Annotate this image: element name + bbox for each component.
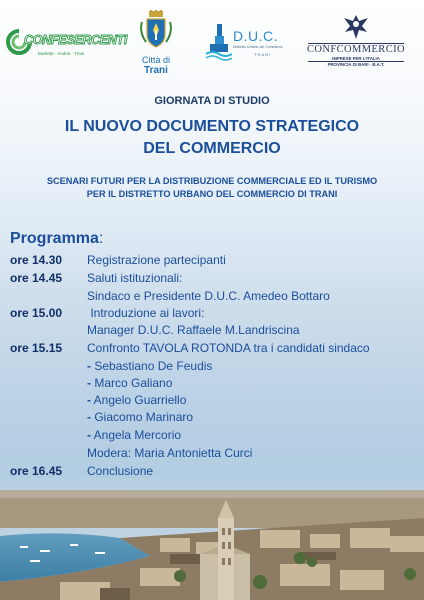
bullet-dash: - (87, 428, 91, 442)
confesercenti-name: CONFESERCENTI (24, 33, 128, 47)
event-subtitle-line2: PER IL DISTRETTO URBANO DEL COMMERCIO DI TRANI (86, 189, 338, 199)
bullet-dash: - (87, 359, 91, 373)
confesercenti-sub: Barletta · Andria · Trani (38, 51, 85, 56)
duc-name: D.U.C. (233, 28, 278, 44)
confcommercio-logo (302, 12, 410, 70)
bullet-dash: - (87, 410, 91, 424)
candidate-name: Sebastiano De Feudis (94, 359, 213, 373)
trani-line1: Città di (141, 55, 170, 65)
trani-logo (134, 10, 178, 76)
schedule-text: Conclusione (87, 464, 154, 478)
schedule-text: Manager D.U.C. Raffaele M.Landriscina (87, 323, 300, 337)
event-kicker: GIORNATA DI STUDIO (154, 95, 270, 107)
trani-cityscape-photo (0, 478, 424, 600)
program-title (10, 230, 103, 248)
duc-city: TRANI (254, 52, 271, 57)
trani-cathedral-photo-icon (0, 478, 424, 600)
duc-sub: Distretto Urbano del Commercio (233, 45, 283, 49)
moderator-text: Modera: Maria Antonietta Curci (87, 446, 253, 460)
trani-coat-of-arms-icon (136, 10, 176, 50)
logo-bar (0, 10, 424, 76)
schedule-time: ore 14.30 (10, 253, 63, 267)
duc-tower-icon (206, 22, 232, 62)
candidate-name: Giacomo Marinaro (94, 410, 194, 424)
confesercenti-logo (6, 26, 128, 58)
schedule-text: Saluti istituzionali: (87, 271, 183, 285)
schedule-time: ore 14.45 (10, 271, 63, 285)
event-title-line1: IL NUOVO DOCUMENTO STRATEGICO (64, 118, 360, 135)
candidate-name: Angela Mercorio (93, 428, 182, 442)
trani-line2: Trani (144, 65, 168, 76)
schedule-text: Sindaco e Presidente D.U.C. Amedeo Bottaro (87, 289, 330, 303)
program-title-colon: : (98, 230, 104, 247)
schedule-text: Registrazione partecipanti (87, 253, 226, 267)
candidate-name: Marco Galiano (94, 376, 173, 390)
program-title-text: Programma (10, 230, 99, 247)
confcommercio-eagle-icon (341, 12, 371, 42)
event-title-line2: DEL COMMERCIO (143, 140, 281, 157)
confcommercio-line3: PROVINCIA DI BARI · B.A.T. (327, 62, 385, 67)
schedule-time: ore 15.00 (10, 306, 63, 320)
candidate-name: Angelo Guarriello (93, 393, 187, 407)
bullet-dash: - (87, 393, 91, 407)
event-subtitle-line1: SCENARI FUTURI PER LA DISTRIBUZIONE COMMERCIALE ED IL TURISMO (46, 176, 378, 186)
bullet-dash: - (87, 376, 91, 390)
schedule-text: Confronto TAVOLA ROTONDA tra i candidati sindaco (87, 341, 370, 355)
duc-logo (206, 22, 286, 64)
confcommercio-line2: IMPRESE PER L'ITALIA (332, 56, 380, 61)
schedule-text: Introduzione ai lavori: (87, 306, 205, 320)
schedule-time: ore 16.45 (10, 464, 63, 478)
schedule-time: ore 15.15 (10, 341, 63, 355)
confcommercio-name: CONFCOMMERCIO (307, 44, 405, 55)
